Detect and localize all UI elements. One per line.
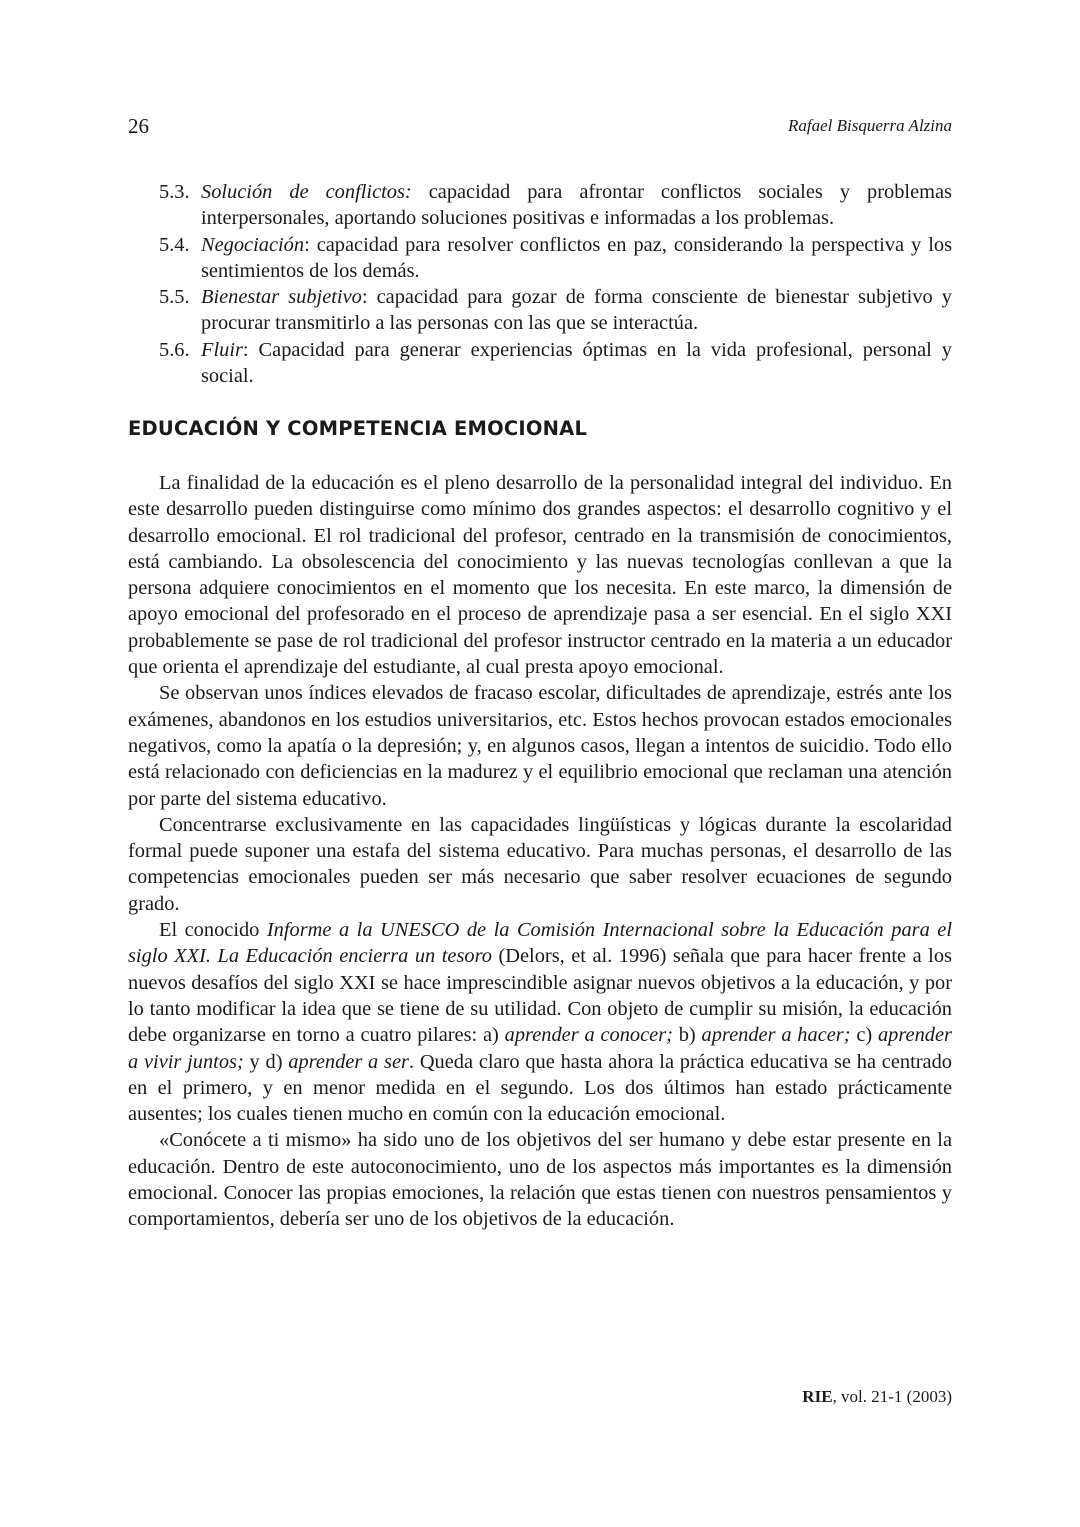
- running-head-author: Rafael Bisquerra Alzina: [787, 116, 952, 135]
- list-item-5-6: [128, 337, 952, 390]
- text-run: y d): [243, 1050, 289, 1073]
- list-item-text: : capacidad para gozar de forma consciente de bienestar subjetivo y procurar transmitirlo a las personas con las que se interactúa.: [201, 286, 952, 335]
- page: [128, 0, 952, 1527]
- list-item-number: 5.4.: [159, 233, 190, 256]
- pillar-1: aprender a conocer;: [504, 1024, 673, 1047]
- text-run: El conocido: [159, 919, 267, 942]
- text-run: (Delors, et al. 1996) señala que para hacer frente a los nuevos desafíos del siglo XXI se hace imprescindible asignar nuevos objetivos a la educación, y por lo tanto modificar la idea que se tiene de su utilidad. Con objeto de cumplir su misión, la educación debe organizarse en torno a cuatro pilares: a): [128, 945, 952, 1047]
- list-item-5-3: [128, 179, 952, 232]
- list-item-term: Solución de conflictos:: [201, 181, 412, 203]
- list-item-number: 5.5.: [159, 286, 190, 309]
- list-item-text: : capacidad para resolver conflictos en paz, considerando la perspectiva y los sentimientos de los demás.: [201, 233, 952, 282]
- page-header: [128, 114, 952, 144]
- paragraph-4: [128, 917, 952, 1127]
- list-item-term: Negociación: [201, 233, 305, 256]
- list-item-text: capacidad para afrontar conflictos sociales y problemas interpersonales, aportando soluciones positivas e informadas a los problemas.: [201, 181, 952, 230]
- text-run: c): [850, 1024, 878, 1047]
- paragraph-2: Se observan unos índices elevados de fracaso escolar, dificultades de aprendizaje, estrés ante los exámenes, abandonos en los estudios universitarios, etc. Estos hechos provocan estados emocionales negativos, como la apatía o la depresión; y, en algunos casos, llegan a intentos de suicidio. Todo ello está relacionado con deficiencias en la madurez y el equilibrio emocional que reclaman una atención por parte del sistema educativo.: [128, 682, 952, 810]
- competence-list: [128, 179, 952, 389]
- list-item-5-4: [128, 232, 952, 285]
- page-footer: [802, 1387, 952, 1407]
- page-number: 26: [128, 114, 149, 138]
- section-body: [128, 470, 952, 1233]
- paragraph-3: Concentrarse exclusivamente en las capacidades lingüísticas y lógicas durante la escolaridad formal puede suponer una estafa del sistema educativo. Para muchas personas, el desarrollo de las competencias emocionales pueden ser más necesario que saber resolver ecuaciones de segundo grado.: [128, 813, 952, 915]
- journal-name: RIE: [802, 1387, 833, 1406]
- list-item-number: 5.3.: [159, 181, 190, 203]
- paragraph-5: «Conócete a ti mismo» ha sido uno de los objetivos del ser humano y debe estar presente en la educación. Dentro de este autoconocimiento, uno de los aspectos más importantes es la dimensión emocional. Conocer las propias emociones, la relación que estas tienen con nuestros pensamientos y comportamientos, debería ser uno de los objetivos de la educación.: [128, 1129, 952, 1231]
- paragraph-1: La finalidad de la educación es el pleno desarrollo de la personalidad integral del individuo. En este desarrollo pueden distinguirse como mínimo dos grandes aspectos: el desarrollo cognitivo y el desarrollo emocional. El rol tradicional del profesor, centrado en la transmisión de conocimientos, está cambiando. La obsolescencia del conocimiento y las nuevas tecnologías conllevan a que la persona adquiere conocimientos en el momento que los necesita. En este marco, la dimensión de apoyo emocional del profesorado en el proceso de aprendizaje pasa a ser esencial. En el siglo XXI probablemente se pase de rol tradicional del profesor instructor centrado en la materia a un educador que orienta el aprendizaje del estudiante, al cual presta apoyo emocional.: [128, 472, 952, 679]
- text-run: . Queda claro que hasta ahora la práctica educativa se ha centrado en el primero, y en menor medida en el segundo. Los dos últimos han estado prácticamente ausentes; los cuales tienen mucho en común con la educación emocional.: [128, 1050, 952, 1126]
- pillar-3: aprender a vivir juntos;: [128, 1024, 952, 1073]
- report-title: Informe a la UNESCO de la Comisión Internacional sobre la Educación para el siglo XXI. La Educación encierra un tesoro: [128, 919, 953, 968]
- list-item-5-5: [128, 284, 952, 337]
- list-item-term: Bienestar subjetivo: [201, 286, 362, 309]
- list-item-term: Fluir: [201, 338, 243, 361]
- section-heading: EDUCACIÓN Y COMPETENCIA EMOCIONAL: [128, 417, 588, 440]
- pillar-4: aprender a ser: [288, 1050, 409, 1073]
- text-run: b): [672, 1024, 702, 1047]
- journal-volume: , vol. 21-1 (2003): [832, 1387, 952, 1406]
- pillar-2: aprender a hacer;: [701, 1024, 851, 1047]
- list-item-text: : Capacidad para generar experiencias óptimas en la vida profesional, personal y social.: [201, 338, 952, 388]
- list-item-number: 5.6.: [159, 338, 190, 361]
